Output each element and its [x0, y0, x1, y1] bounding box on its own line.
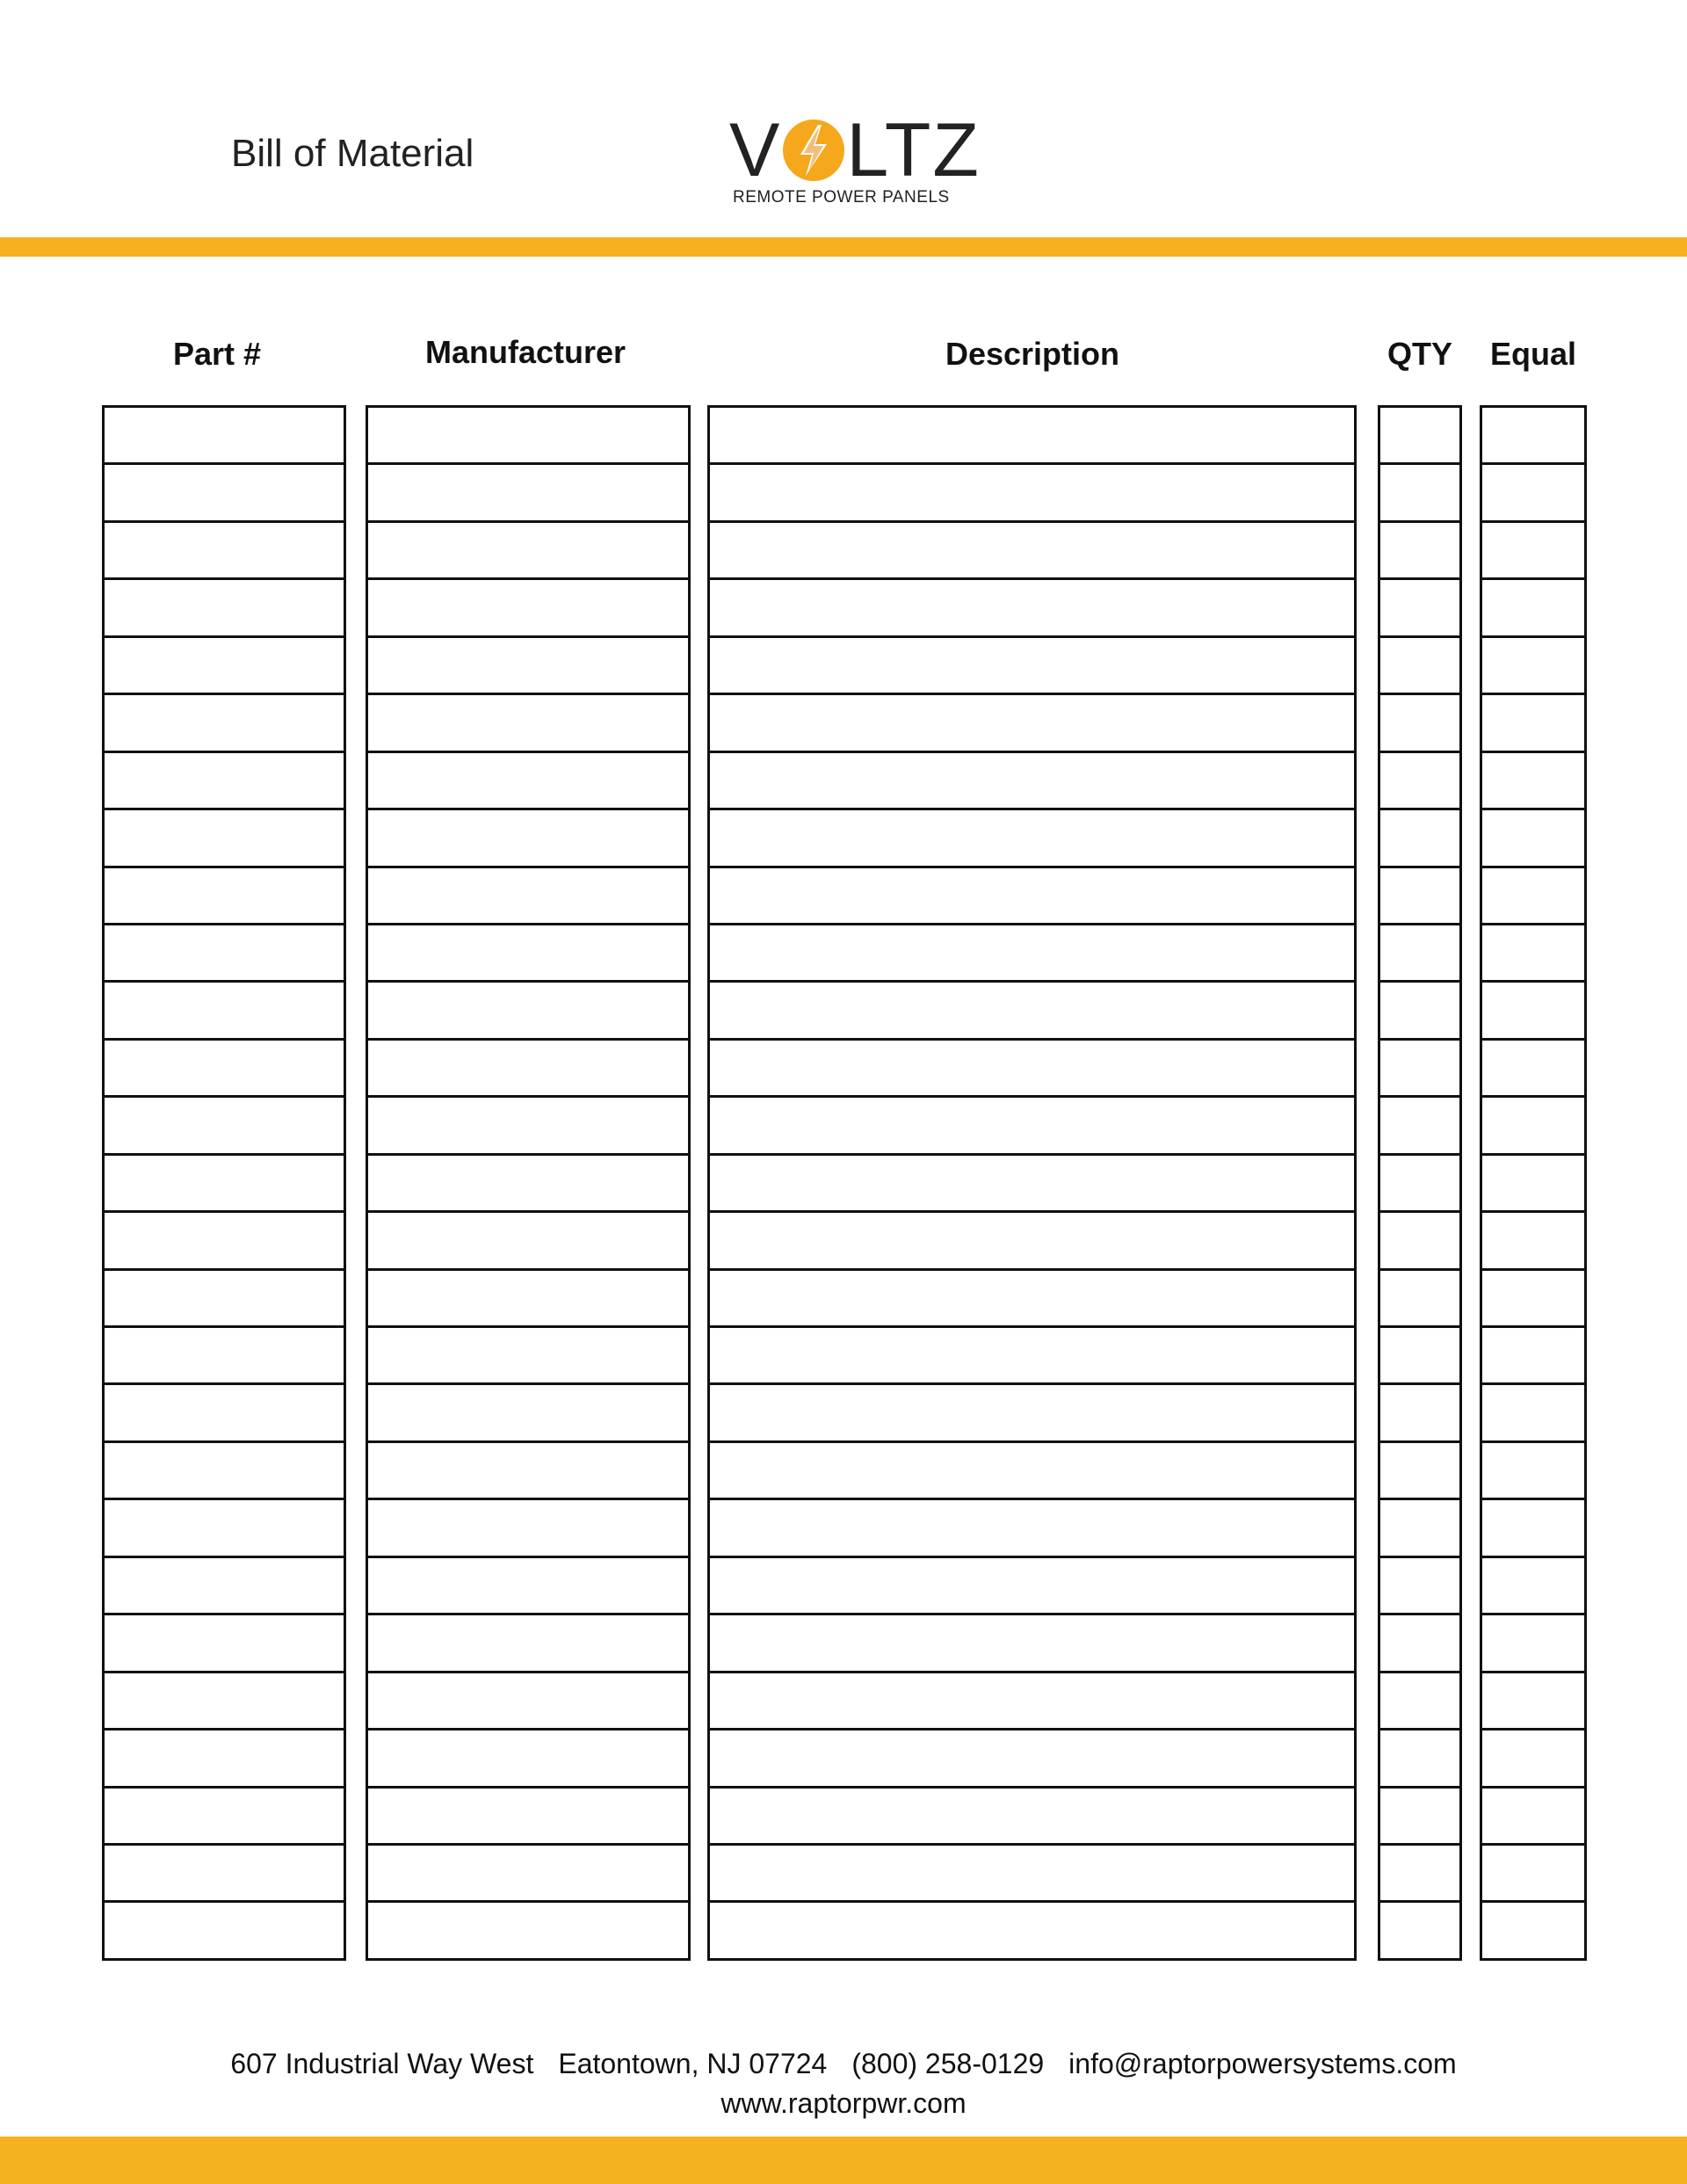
- qty-cell[interactable]: [1380, 1903, 1459, 1957]
- qty-cell[interactable]: [1380, 1846, 1459, 1903]
- equal-cell[interactable]: [1482, 695, 1584, 752]
- description-cell[interactable]: [710, 1731, 1354, 1788]
- qty-cell[interactable]: [1380, 465, 1459, 522]
- manufacturer-cell[interactable]: [368, 1731, 688, 1788]
- description-cell[interactable]: [710, 638, 1354, 695]
- part-cell[interactable]: [105, 925, 344, 983]
- part-cell[interactable]: [105, 1903, 344, 1957]
- description-cell[interactable]: [710, 1041, 1354, 1098]
- qty-cell[interactable]: [1380, 1041, 1459, 1098]
- manufacturer-cell[interactable]: [368, 1385, 688, 1442]
- part-cell[interactable]: [105, 1673, 344, 1731]
- part-cell[interactable]: [105, 465, 344, 522]
- part-cell[interactable]: [105, 1615, 344, 1672]
- qty-cell[interactable]: [1380, 1443, 1459, 1500]
- logo-letter-v: V: [729, 108, 782, 192]
- manufacturer-cell[interactable]: [368, 1443, 688, 1500]
- equal-cell[interactable]: [1482, 753, 1584, 810]
- footer-city: Eatontown, NJ 07724: [558, 2048, 828, 2079]
- qty-cell[interactable]: [1380, 1156, 1459, 1213]
- equal-cell[interactable]: [1482, 1156, 1584, 1213]
- manufacturer-cell[interactable]: [368, 465, 688, 522]
- description-cell[interactable]: [710, 1156, 1354, 1213]
- footer-accent-bar: [0, 2137, 1687, 2184]
- part-cell[interactable]: [105, 638, 344, 695]
- part-cell[interactable]: [105, 1213, 344, 1270]
- description-cell[interactable]: [710, 1500, 1354, 1557]
- qty-cell[interactable]: [1380, 1673, 1459, 1731]
- equal-cell[interactable]: [1482, 1903, 1584, 1957]
- footer-address: 607 Industrial Way West: [230, 2048, 534, 2079]
- description-cell[interactable]: [710, 408, 1354, 465]
- description-cell[interactable]: [710, 753, 1354, 810]
- description-cell[interactable]: [710, 1385, 1354, 1442]
- column-header-equal: Equal: [1489, 336, 1576, 372]
- manufacturer-cell[interactable]: [368, 1098, 688, 1155]
- qty-cell[interactable]: [1380, 1615, 1459, 1672]
- manufacturer-cell[interactable]: [368, 1271, 688, 1328]
- equal-cell[interactable]: [1482, 1385, 1584, 1442]
- manufacturer-cell[interactable]: [368, 1328, 688, 1385]
- part-cell[interactable]: [105, 753, 344, 810]
- manufacturer-cell[interactable]: [368, 408, 688, 465]
- part-cell[interactable]: [105, 1385, 344, 1442]
- qty-cell[interactable]: [1380, 1731, 1459, 1788]
- part-cell[interactable]: [105, 810, 344, 867]
- equal-cell[interactable]: [1482, 1271, 1584, 1328]
- part-cell[interactable]: [105, 1328, 344, 1385]
- description-cell[interactable]: [710, 465, 1354, 522]
- part-cell[interactable]: [105, 1271, 344, 1328]
- qty-cell[interactable]: [1380, 1213, 1459, 1270]
- qty-cell[interactable]: [1380, 1558, 1459, 1615]
- manufacturer-cell[interactable]: [368, 1213, 688, 1270]
- manufacturer-cell[interactable]: [368, 1789, 688, 1846]
- footer-website[interactable]: www.raptorpwr.com: [720, 2087, 967, 2119]
- column-header-qty: QTY: [1387, 336, 1452, 372]
- description-cell[interactable]: [710, 868, 1354, 925]
- equal-cell[interactable]: [1482, 1098, 1584, 1155]
- description-cell[interactable]: [710, 1789, 1354, 1846]
- qty-cell[interactable]: [1380, 1328, 1459, 1385]
- equal-cell[interactable]: [1482, 1615, 1584, 1672]
- description-cell[interactable]: [710, 1443, 1354, 1500]
- qty-cell[interactable]: [1380, 753, 1459, 810]
- equal-cell[interactable]: [1482, 465, 1584, 522]
- logo-letters-ltz: LTZ: [846, 108, 981, 192]
- column-manufacturer: [366, 405, 691, 1961]
- description-cell[interactable]: [710, 523, 1354, 580]
- manufacturer-cell[interactable]: [368, 1041, 688, 1098]
- equal-cell[interactable]: [1482, 983, 1584, 1040]
- qty-cell[interactable]: [1380, 1098, 1459, 1155]
- equal-cell[interactable]: [1482, 1500, 1584, 1557]
- manufacturer-cell[interactable]: [368, 580, 688, 637]
- qty-cell[interactable]: [1380, 1789, 1459, 1846]
- manufacturer-cell[interactable]: [368, 1903, 688, 1957]
- part-cell[interactable]: [105, 1098, 344, 1155]
- footer-phone[interactable]: (800) 258-0129: [851, 2048, 1045, 2079]
- manufacturer-cell[interactable]: [368, 983, 688, 1040]
- qty-cell[interactable]: [1380, 408, 1459, 465]
- equal-cell[interactable]: [1482, 1789, 1584, 1846]
- description-cell[interactable]: [710, 1271, 1354, 1328]
- part-cell[interactable]: [105, 580, 344, 637]
- part-cell[interactable]: [105, 1443, 344, 1500]
- equal-cell[interactable]: [1482, 925, 1584, 983]
- manufacturer-cell[interactable]: [368, 753, 688, 810]
- description-cell[interactable]: [710, 1673, 1354, 1731]
- part-cell[interactable]: [105, 1500, 344, 1557]
- manufacturer-cell[interactable]: [368, 1156, 688, 1213]
- part-cell[interactable]: [105, 1731, 344, 1788]
- page-title: Bill of Material: [231, 132, 474, 175]
- description-cell[interactable]: [710, 1615, 1354, 1672]
- part-cell[interactable]: [105, 868, 344, 925]
- description-cell[interactable]: [710, 1903, 1354, 1957]
- column-description: [707, 405, 1357, 1961]
- equal-cell[interactable]: [1482, 1041, 1584, 1098]
- column-part: [102, 405, 346, 1961]
- equal-cell[interactable]: [1482, 1443, 1584, 1500]
- part-cell[interactable]: [105, 695, 344, 752]
- part-cell[interactable]: [105, 1846, 344, 1903]
- equal-cell[interactable]: [1482, 1731, 1584, 1788]
- description-cell[interactable]: [710, 810, 1354, 867]
- manufacturer-cell[interactable]: [368, 1500, 688, 1557]
- manufacturer-cell[interactable]: [368, 1558, 688, 1615]
- part-cell[interactable]: [105, 523, 344, 580]
- column-header-description: Description: [945, 336, 1120, 372]
- description-cell[interactable]: [710, 1558, 1354, 1615]
- equal-cell[interactable]: [1482, 580, 1584, 637]
- qty-cell[interactable]: [1380, 523, 1459, 580]
- equal-cell[interactable]: [1482, 408, 1584, 465]
- equal-cell[interactable]: [1482, 523, 1584, 580]
- header-accent-bar: [0, 237, 1687, 257]
- equal-cell[interactable]: [1482, 1558, 1584, 1615]
- part-cell[interactable]: [105, 983, 344, 1040]
- equal-cell[interactable]: [1482, 638, 1584, 695]
- manufacturer-cell[interactable]: [368, 695, 688, 752]
- column-equal: [1480, 405, 1587, 1961]
- description-cell[interactable]: [710, 1098, 1354, 1155]
- equal-cell[interactable]: [1482, 1328, 1584, 1385]
- description-cell[interactable]: [710, 983, 1354, 1040]
- description-cell[interactable]: [710, 925, 1354, 983]
- equal-cell[interactable]: [1482, 1213, 1584, 1270]
- lightning-bolt-icon: [783, 120, 844, 181]
- qty-cell[interactable]: [1380, 638, 1459, 695]
- part-cell[interactable]: [105, 408, 344, 465]
- equal-cell[interactable]: [1482, 868, 1584, 925]
- manufacturer-cell[interactable]: [368, 1673, 688, 1731]
- equal-cell[interactable]: [1482, 1846, 1584, 1903]
- column-header-part: Part #: [172, 336, 262, 372]
- part-cell[interactable]: [105, 1041, 344, 1098]
- qty-cell[interactable]: [1380, 1385, 1459, 1442]
- manufacturer-cell[interactable]: [368, 1615, 688, 1672]
- logo-tagline: REMOTE POWER PANELS: [733, 188, 950, 207]
- qty-cell[interactable]: [1380, 983, 1459, 1040]
- qty-cell[interactable]: [1380, 868, 1459, 925]
- manufacturer-cell[interactable]: [368, 810, 688, 867]
- voltz-logo: [729, 108, 981, 209]
- manufacturer-cell[interactable]: [368, 523, 688, 580]
- description-cell[interactable]: [710, 1213, 1354, 1270]
- manufacturer-cell[interactable]: [368, 638, 688, 695]
- column-qty: [1378, 405, 1462, 1961]
- manufacturer-cell[interactable]: [368, 925, 688, 983]
- part-cell[interactable]: [105, 1558, 344, 1615]
- description-cell[interactable]: [710, 695, 1354, 752]
- equal-cell[interactable]: [1482, 810, 1584, 867]
- logo-wordmark: [729, 108, 981, 192]
- footer-contact: [0, 2048, 1687, 2080]
- qty-cell[interactable]: [1380, 580, 1459, 637]
- description-cell[interactable]: [710, 580, 1354, 637]
- qty-cell[interactable]: [1380, 925, 1459, 983]
- qty-cell[interactable]: [1380, 1271, 1459, 1328]
- description-cell[interactable]: [710, 1328, 1354, 1385]
- part-cell[interactable]: [105, 1156, 344, 1213]
- equal-cell[interactable]: [1482, 1673, 1584, 1731]
- footer-email[interactable]: info@raptorpowersystems.com: [1068, 2048, 1457, 2079]
- qty-cell[interactable]: [1380, 1500, 1459, 1557]
- qty-cell[interactable]: [1380, 695, 1459, 752]
- qty-cell[interactable]: [1380, 810, 1459, 867]
- column-header-manufacturer: Manufacturer: [424, 334, 626, 370]
- part-cell[interactable]: [105, 1789, 344, 1846]
- description-cell[interactable]: [710, 1846, 1354, 1903]
- manufacturer-cell[interactable]: [368, 1846, 688, 1903]
- manufacturer-cell[interactable]: [368, 868, 688, 925]
